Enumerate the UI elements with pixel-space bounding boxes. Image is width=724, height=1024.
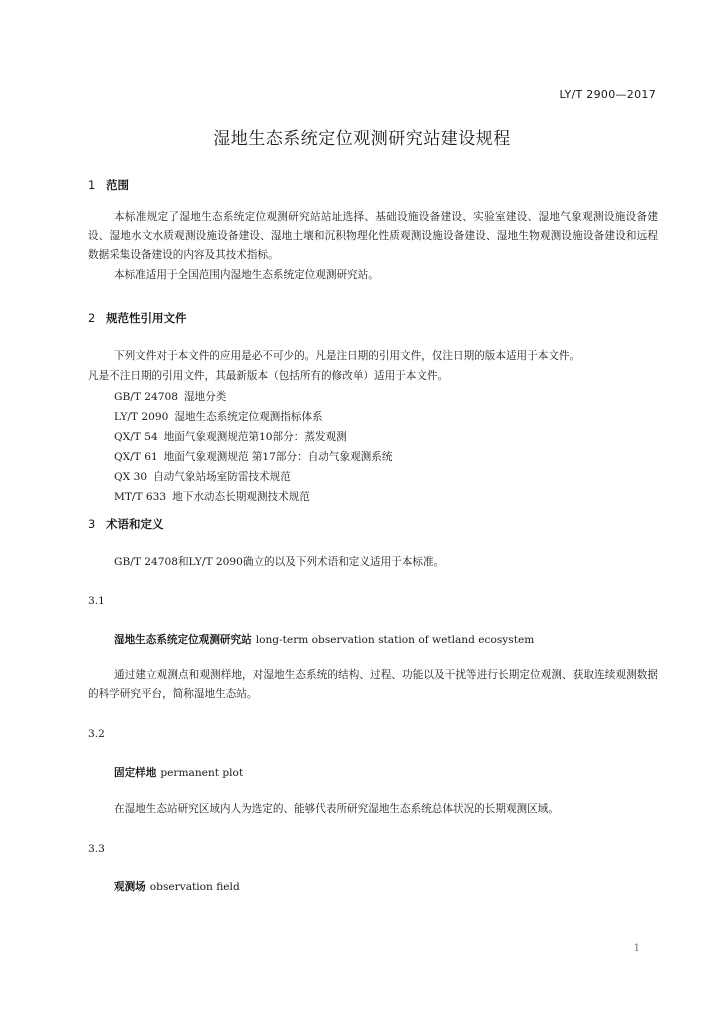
reference-code: LY/T 2090 [114, 411, 169, 423]
term-english: permanent plot [160, 767, 244, 779]
standard-code: LY/T 2900—2017 [559, 88, 656, 101]
term-3-2-definition: 在湿地生态站研究区域内人为选定的、能够代表所研究湿地生态系统总体状况的长期观测区域。 [114, 803, 559, 815]
page-number: 1 [633, 943, 640, 954]
section-2-intro-line-2: 凡是不注日期的引用文件，其最新版本（包括所有的修改单）适用于本文件。 [88, 370, 449, 382]
reference-code: QX 30 [114, 471, 148, 483]
document-title: 湿地生态系统定位观测研究站建设规程 [213, 129, 511, 149]
reference-code: GB/T 24708 [114, 391, 178, 403]
reference-item [114, 427, 392, 447]
section-1-paragraph-1: 本标准规定了湿地生态系统定位观测研究站站址选择、基础设施设备建设、实验室建设、湿地气象观测设施设备建设、湿地水文水质观测设施设备建设、湿地土壤和沉积物理化性质观测设施设备建设、湿地生物观测设施设备建设和远程数据采集设备建设的内容及其技术指标。 [88, 211, 658, 261]
reference-title: 地面气象观测规范第10部分：蒸发观测 [163, 431, 347, 443]
reference-title: 地面气象观测规范 第17部分：自动气象观测系统 [163, 451, 393, 463]
reference-title: 自动气象站场室防雷技术规范 [153, 471, 291, 483]
subsection-number-3-2: 3.2 [88, 728, 105, 740]
reference-list [114, 387, 392, 507]
reference-code: QX/T 54 [114, 431, 158, 443]
reference-title: 湿地生态系统定位观测指标体系 [174, 411, 323, 423]
section-2-heading [88, 310, 187, 326]
term-english: observation field [149, 881, 240, 893]
section-number: 2 [88, 311, 96, 325]
section-3-intro: GB/T 24708和LY/T 2090确立的以及下列术语和定义适用于本标准。 [114, 556, 445, 568]
section-1-paragraph-2: 本标准适用于全国范围内湿地生态系统定位观测研究站。 [114, 269, 379, 281]
reference-code: MT/T 633 [114, 491, 167, 503]
term-chinese: 固定样地 [114, 767, 157, 779]
reference-item [114, 487, 392, 507]
reference-item [114, 387, 392, 407]
section-title: 术语和定义 [106, 517, 164, 531]
reference-title: 地下水动态长期观测技术规范 [172, 491, 310, 503]
term-chinese: 观测场 [114, 881, 146, 893]
term-3-1-definition: 通过建立观测点和观测样地，对湿地生态系统的结构、过程、功能以及干扰等进行长期定位观测、获取连续观测数据的科学研究平台，简称湿地生态站。 [88, 669, 658, 700]
reference-item [114, 467, 392, 487]
term-english: long-term observation station of wetland ecosystem [255, 634, 535, 646]
term-chinese: 湿地生态系统定位观测研究站 [114, 634, 252, 646]
term-3-3 [114, 879, 240, 894]
section-2-intro-line-1: 下列文件对于本文件的应用是必不可少的。凡是注日期的引用文件，仅注日期的版本适用于本文件。 [114, 350, 581, 362]
section-number: 3 [88, 517, 96, 531]
section-title: 范围 [106, 178, 129, 192]
section-3-heading [88, 516, 164, 532]
term-3-2 [114, 765, 243, 780]
reference-item [114, 447, 392, 467]
reference-code: QX/T 61 [114, 451, 158, 463]
subsection-number-3-1: 3.1 [88, 595, 105, 607]
section-number: 1 [88, 178, 96, 192]
subsection-number-3-3: 3.3 [88, 843, 105, 855]
reference-item [114, 407, 392, 427]
term-3-1 [114, 632, 534, 647]
reference-title: 湿地分类 [183, 391, 227, 403]
section-title: 规范性引用文件 [106, 311, 187, 325]
section-1-heading [88, 177, 129, 193]
